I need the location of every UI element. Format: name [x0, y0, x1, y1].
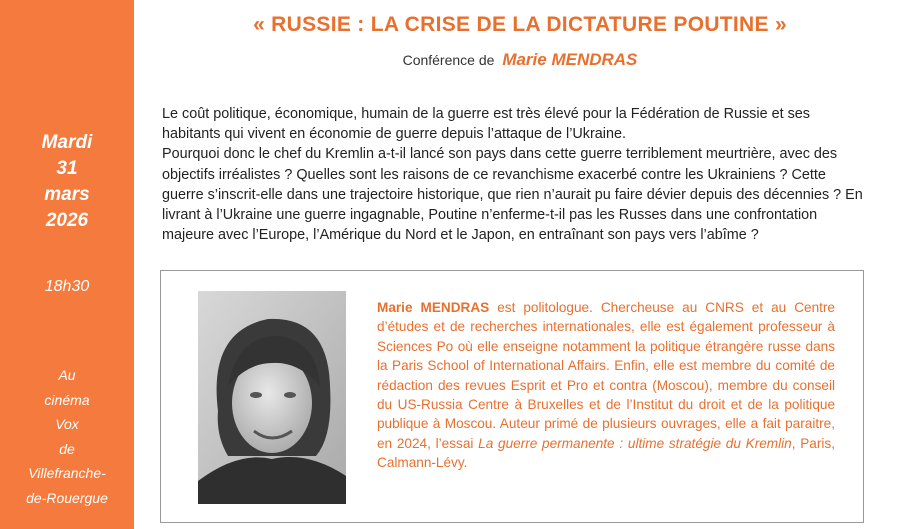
bio-text-main: est politologue. Chercheuse au CNRS et au Centre d’études et de recherches internationales, elle est également professeur à Sciences Po où elle enseigne notamment la politique étrangère russe dans la Paris School of International Affairs. Enfin, elle est membre du comité de rédaction des revues Esprit et Pro et contra (Moscou), membre du conseil du US-Russia Centre à Bruxelles et de l’Institut du droit et de la politique publique à Moscou. Auteur primé de plusieurs ouvrages, elle a fait paraitre, en 2024, l’essai	[377, 300, 835, 451]
venue-line: cinéma	[44, 391, 90, 408]
speaker-photo	[198, 291, 346, 504]
subtitle-prefix: Conférence de	[402, 52, 495, 68]
bio-text-end: , Paris, Calmann-Lévy.	[377, 435, 835, 471]
page-title: « RUSSIE : LA CRISE DE LA DICTATURE POUTINE »	[253, 13, 787, 36]
intro-text	[162, 104, 870, 245]
venue-line: Au	[58, 367, 76, 383]
intro-paragraph: Le coût politique, économique, humain de la guerre est très élevé pour la Fédération de Russie et ses habitants qui vivent en économie de guerre depuis l’attaque de l’Ukraine.	[162, 106, 810, 143]
speaker-name: Marie MENDRAS	[502, 50, 638, 69]
sidebar	[0, 0, 134, 529]
event-date	[0, 130, 134, 234]
event-venue	[0, 363, 134, 510]
speaker-bio	[377, 298, 835, 473]
bio-name: Marie MENDRAS	[377, 300, 490, 315]
event-time: 18h30	[44, 278, 90, 295]
venue-line: Villefranche-	[28, 465, 106, 481]
venue-line: de-Rouergue	[26, 489, 108, 506]
date-day: 31	[56, 158, 78, 179]
date-weekday: Mardi	[41, 132, 93, 153]
date-month: mars	[44, 184, 90, 205]
intro-paragraph: Pourquoi donc le chef du Kremlin a-t-il lancé son pays dans cette guerre terriblement meurtrière, avec des objectifs irréalistes ? Quelles sont les raisons de ce revanchisme exacerbé contre les Ukrainiens ? Cette guerre s’inscrit-elle dans une trajectoire historique, que rien n’aurait pu faire dévier depuis des décennies ? En livrant à l’Ukraine une guerre ingagnable, Poutine n’enferme-t-il pas les Russes dans une confrontation majeure avec l’Europe, l’Amérique du Nord et le Japon, en entraînant son pays vers l’abîme ?	[162, 146, 863, 244]
date-year: 2026	[45, 210, 89, 231]
venue-line: de	[59, 440, 75, 457]
conference-subtitle	[134, 50, 906, 70]
bio-book-title: La guerre permanente : ultime stratégie du Kremlin	[478, 435, 792, 451]
venue-line: Vox	[55, 416, 79, 432]
portrait-image	[198, 291, 346, 504]
